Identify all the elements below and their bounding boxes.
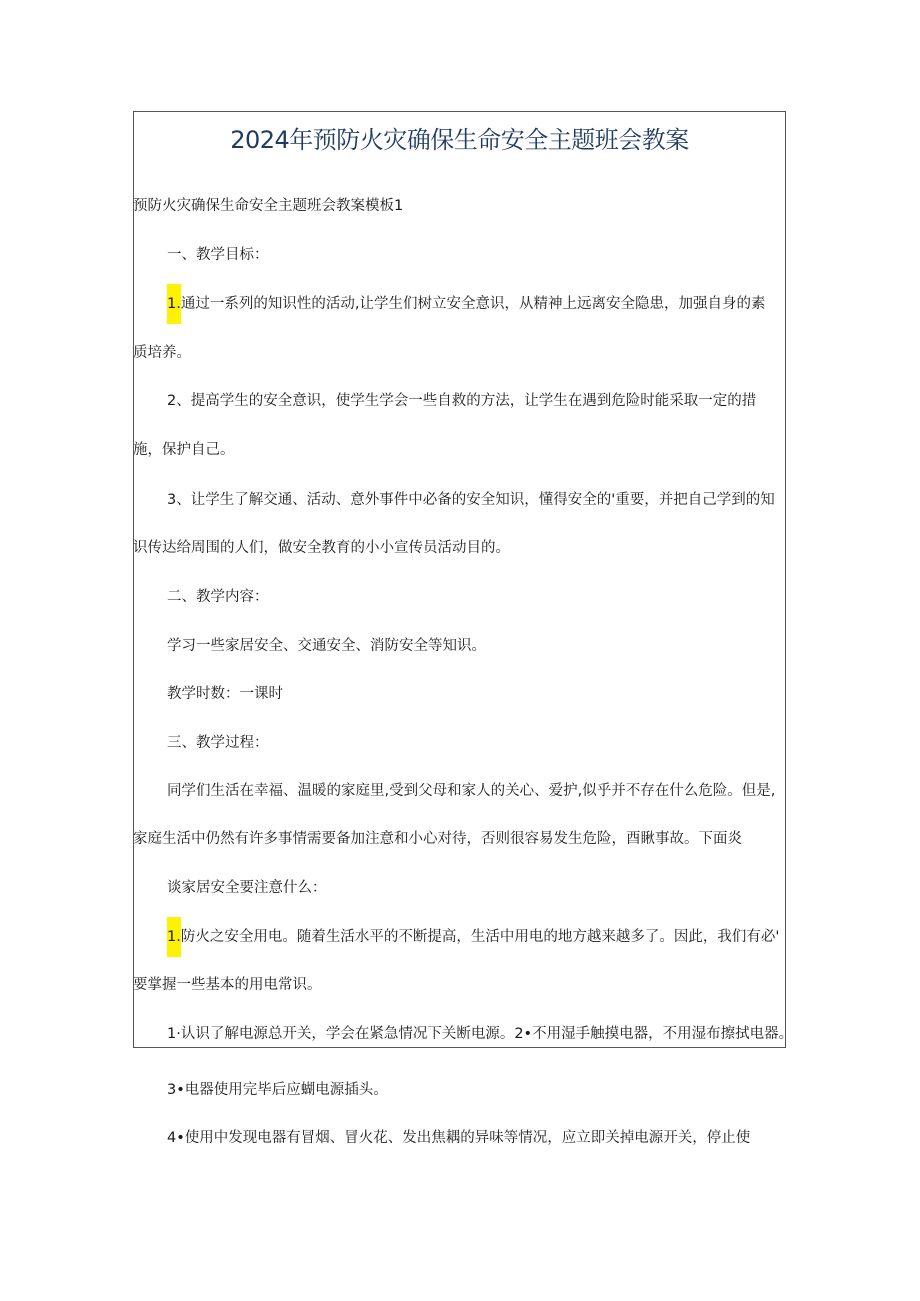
highlight-marker: 1. <box>167 284 181 324</box>
document-title: 2024年预防火灾确保生命安全主题班会教案 <box>230 126 689 154</box>
rule-1-2: 1·认识了解电源总开关，学会在紧急情况下关断电源。2•不用湿手触摸电器，不用湿布擦拭电器。 <box>167 1026 794 1042</box>
content-text: 学习一些家居安全、交通安全、消防安全等知识。 <box>167 638 486 654</box>
goal-2-line-1: 2、提高学生的安全意识，使学生学会一些自救的方法，让学生在遇到危险时能采取一定的措 <box>167 393 757 409</box>
teaching-hours: 教学时数：一课时 <box>167 686 283 702</box>
process-para-line-3: 谈家居安全要注意什么： <box>167 880 327 896</box>
fire-safety-line-2: 要掌握一些基本的用电常识。 <box>133 977 322 993</box>
section-heading-goals: 一、教学目标： <box>167 247 269 263</box>
section-heading-content: 二、教学内容： <box>167 589 269 605</box>
goal-1-text: 通过一系列的知识性的活动,让学生们树立安全意识，从精神上远离安全隐患，加强自身的素 <box>180 296 766 312</box>
subtitle: 预防火灾确保生命安全主题班会教案模板1 <box>133 198 404 214</box>
goal-1-line-1 <box>167 294 765 314</box>
goal-1-line-2: 质培养。 <box>133 345 191 361</box>
fire-safety-line-1 <box>167 927 779 947</box>
goal-3-line-1: 3、让学生了解交通、活动、意外事件中必备的安全知识，懂得安全的'重要，并把自己学到的知 <box>167 492 775 508</box>
fire-safety-text: 防火之安全用电。随着生活水平的不断提高，生活中用电的地方越来越多了。因此，我们有必' <box>180 929 780 945</box>
goal-2-line-2: 施，保护自己。 <box>133 442 235 458</box>
highlight-marker: 1. <box>167 917 181 957</box>
process-para-line-1: 同学们生活在幸福、温暖的家庭里,受到父母和家人的关心、爱护,似乎并不存在什么危险。但是, <box>167 783 776 799</box>
section-heading-process: 三、教学过程： <box>167 735 269 751</box>
goal-3-line-2: 识传达给周围的人们，做安全教育的小小宣传员活动目的。 <box>133 540 510 556</box>
rule-3: 3•电器使用完毕后应蝴电源插头。 <box>167 1082 388 1098</box>
rule-4: 4•使用中发现电器有冒烟、冒火花、发出焦耦的异味等情况，应立即关掉电源开关，停止使 <box>167 1130 751 1146</box>
process-para-line-2: 家庭生活中仍然有许多事情需要备加注意和小心对待，否则很容易发生危险，酉瞅事故。下面炎 <box>133 831 742 847</box>
